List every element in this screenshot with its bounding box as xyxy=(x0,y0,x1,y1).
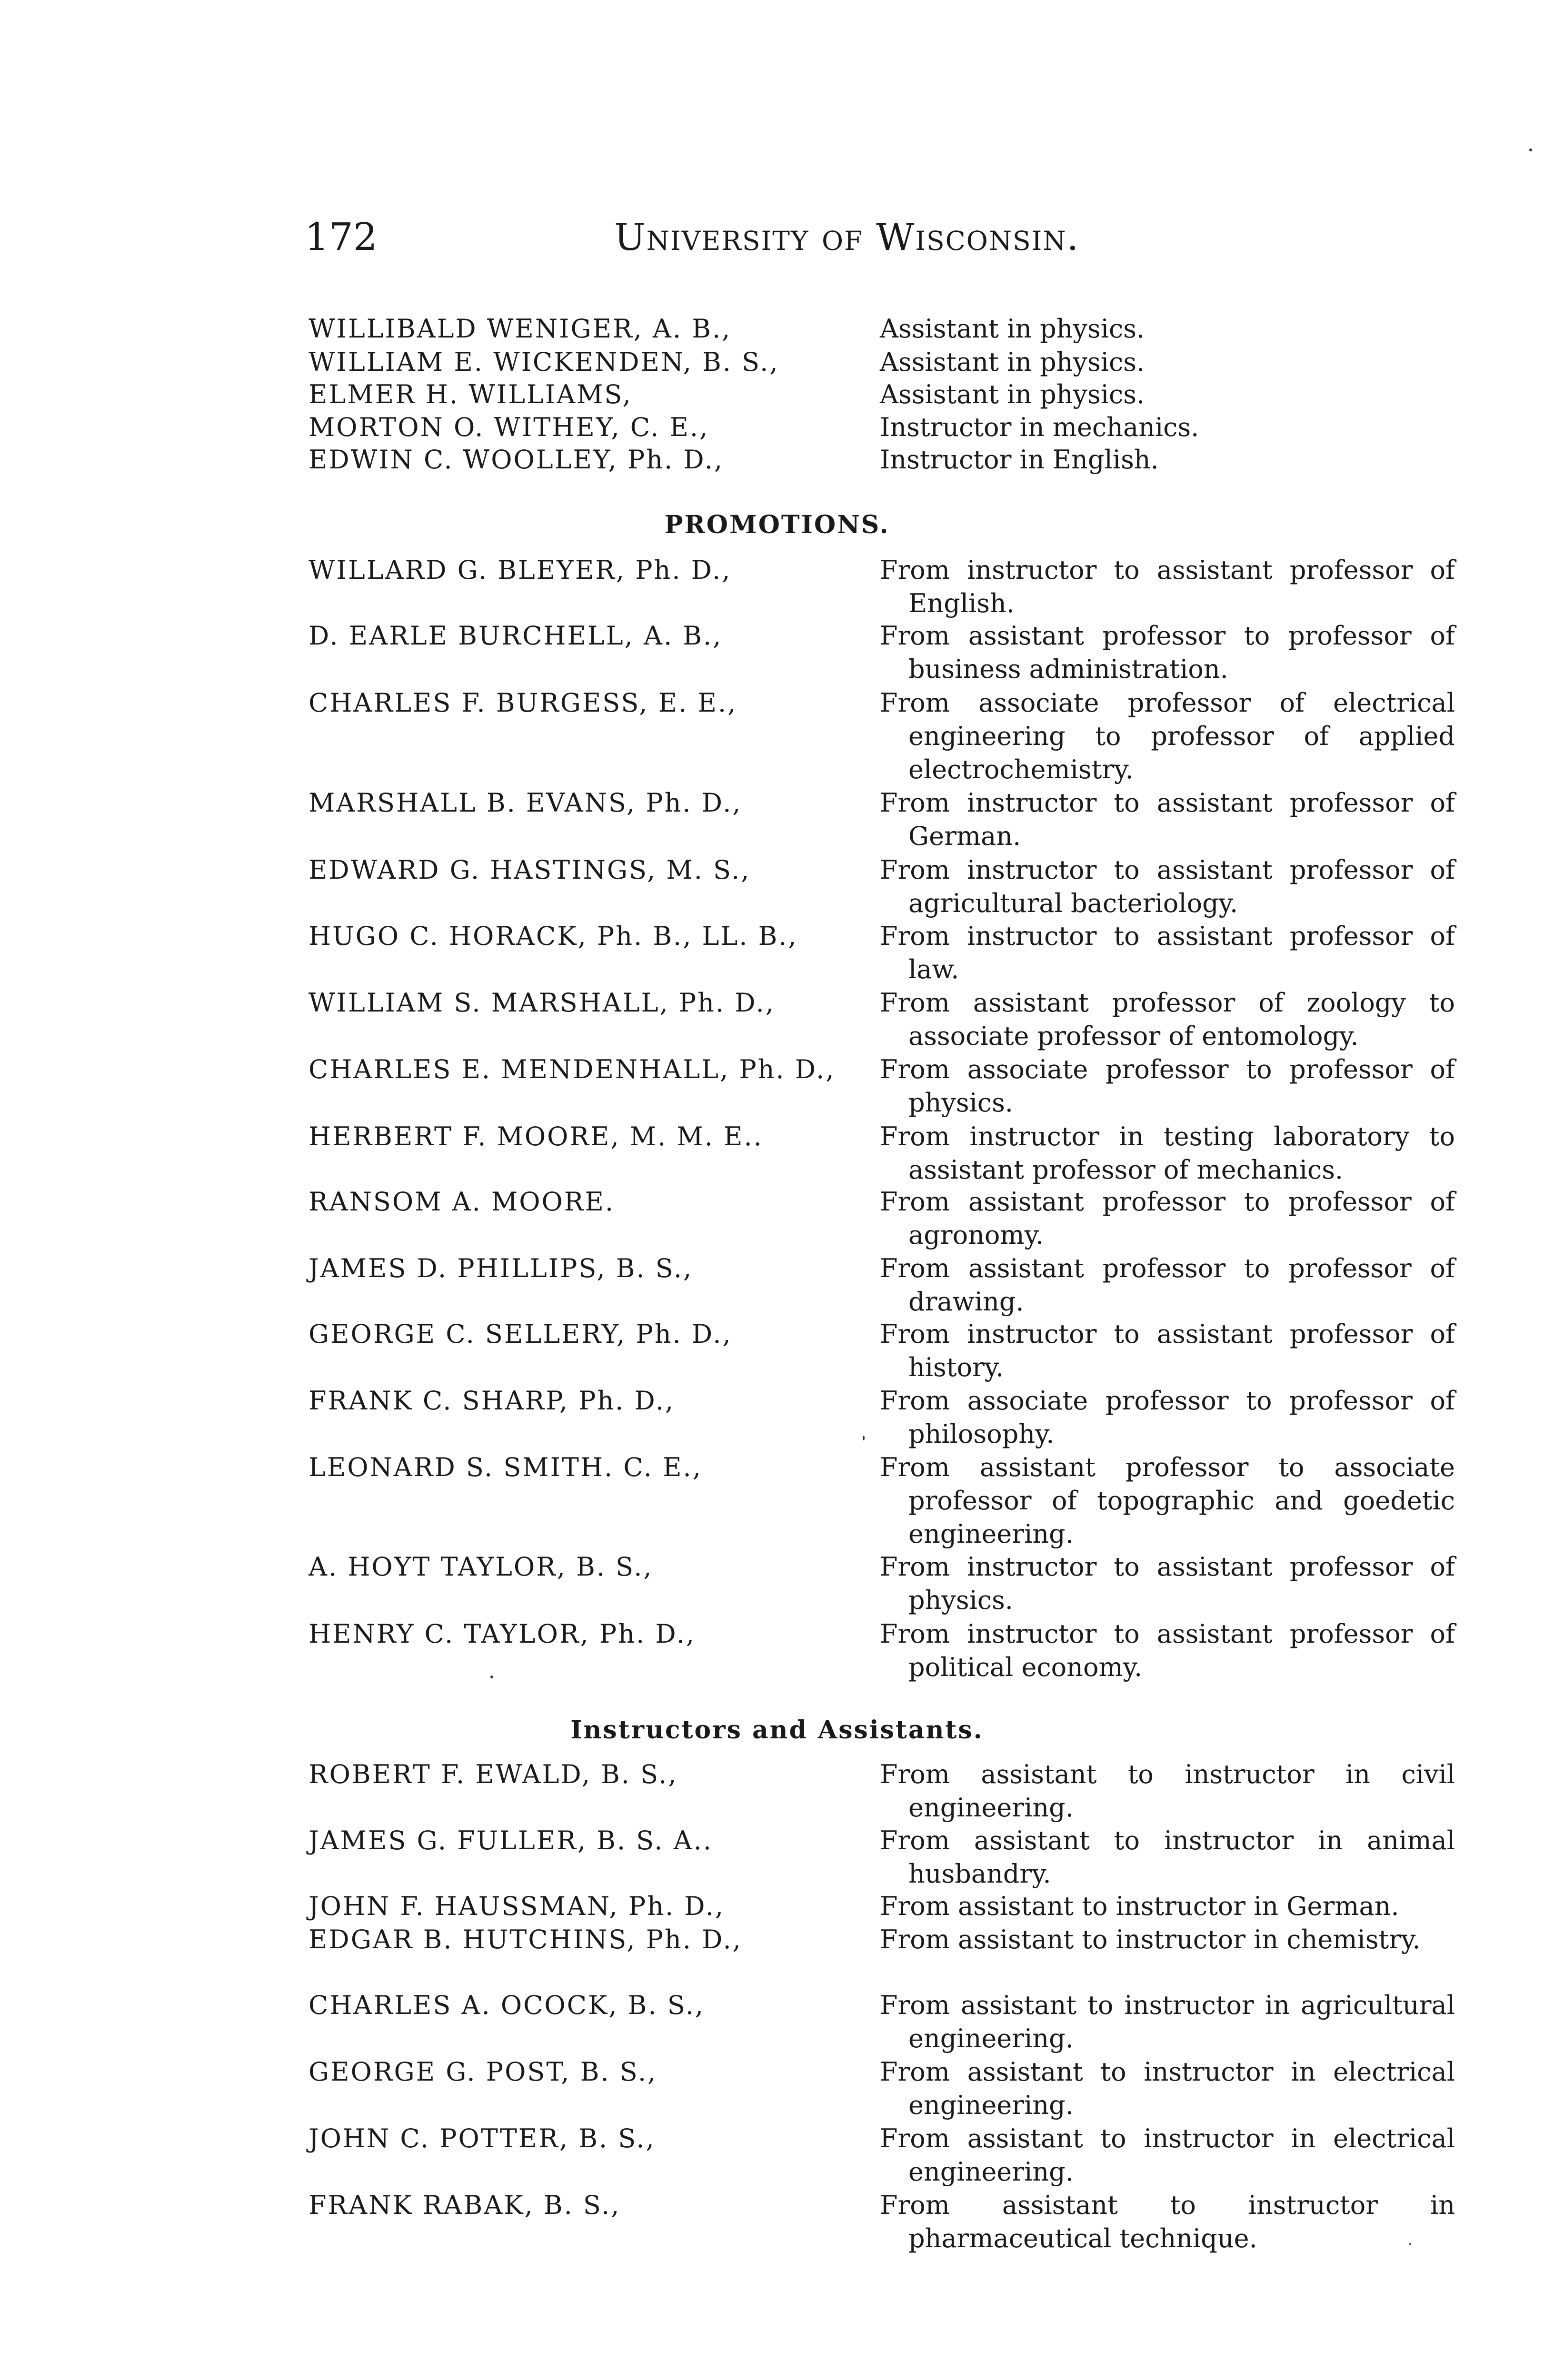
promotion-description: From assistant professor of zoology to associate professor of entomology. xyxy=(880,988,1455,1051)
promotee-name: FRANK C. SHARP, Ph. D., xyxy=(309,1386,675,1416)
promotee-name: GEORGE C. SELLERY, Ph. D., xyxy=(309,1319,732,1349)
promotion-description: From instructor to assistant professor of English. xyxy=(880,555,1455,618)
instructor-description: From assistant to instructor in German. xyxy=(880,1891,1399,1921)
promotee-name: HENRY C. TAYLOR, Ph. D., xyxy=(309,1619,696,1649)
promotee-name: RANSOM A. MOORE. xyxy=(309,1187,615,1217)
appointee-name: EDWIN C. WOOLLEY, Ph. D., xyxy=(309,445,724,475)
appointee-name: ELMER H. WILLIAMS, xyxy=(309,379,632,409)
promotee-name: CHARLES E. MENDENHALL, Ph. D., xyxy=(309,1054,836,1084)
promotion-description: From assistant professor to professor of agronomy. xyxy=(880,1187,1455,1250)
promotion-description: From instructor to assistant professor of political economy. xyxy=(880,1619,1455,1682)
instructor-description: From assistant to instructor in agricultural engineering. xyxy=(880,1990,1455,2053)
promotion-description: From instructor to assistant professor of physics. xyxy=(880,1552,1455,1615)
instructor-description: From assistant to instructor in animal husbandry. xyxy=(880,1825,1455,1889)
running-head-title: University of Wisconsin. xyxy=(614,216,1080,259)
scan-speck xyxy=(1529,149,1532,151)
instructor-name: CHARLES A. OCOCK, B. S., xyxy=(309,1990,705,2020)
appointee-name: WILLIAM E. WICKENDEN, B. S., xyxy=(309,347,779,377)
appointment-description: Instructor in mechanics. xyxy=(880,412,1199,442)
instructor-name: GEORGE G. POST, B. S., xyxy=(309,2057,657,2087)
promotee-name: D. EARLE BURCHELL, A. B., xyxy=(309,621,723,651)
scan-speck xyxy=(1409,2243,1411,2245)
appointment-description: Assistant in physics. xyxy=(880,347,1145,377)
instructor-description: From assistant to instructor in civil engineering. xyxy=(880,1759,1455,1823)
promotion-description: From associate professor of electrical engineering to professor of applied electrochemistry. xyxy=(880,688,1455,784)
instructors-heading: Instructors and Assistants. xyxy=(570,1716,984,1745)
promotion-description: From instructor to assistant professor of agricultural bacteriology. xyxy=(880,855,1455,918)
instructor-name: JOHN C. POTTER, B. S., xyxy=(309,2123,656,2153)
appointment-description: Assistant in physics. xyxy=(880,314,1145,344)
promotions-heading: PROMOTIONS. xyxy=(664,510,890,539)
instructor-name: EDGAR B. HUTCHINS, Ph. D., xyxy=(309,1924,742,1954)
promotion-description: From instructor to assistant professor of history. xyxy=(880,1319,1455,1382)
promotee-name: HUGO C. HORACK, Ph. B., LL. B., xyxy=(309,921,798,951)
instructor-name: JOHN F. HAUSSMAN, Ph. D., xyxy=(309,1891,725,1921)
promotion-description: From associate professor to professor of philosophy. xyxy=(880,1386,1455,1449)
appointee-name: MORTON O. WITHEY, C. E., xyxy=(309,412,709,442)
instructor-name: FRANK RABAK, B. S., xyxy=(309,2190,621,2220)
instructor-name: ROBERT F. EWALD, B. S., xyxy=(309,1759,678,1789)
promotee-name: EDWARD G. HASTINGS, M. S., xyxy=(309,855,751,885)
page-number: 172 xyxy=(305,215,378,259)
instructor-description: From assistant to instructor in electrical engineering. xyxy=(880,2123,1455,2187)
promotee-name: LEONARD S. SMITH. C. E., xyxy=(309,1452,702,1482)
promotee-name: A. HOYT TAYLOR, B. S., xyxy=(309,1552,653,1582)
instructor-description: From assistant to instructor in chemistry. xyxy=(880,1924,1421,1954)
appointment-description: Instructor in English. xyxy=(880,445,1159,475)
promotee-name: CHARLES F. BURGESS, E. E., xyxy=(309,688,737,718)
promotion-description: From assistant professor to associate professor of topographic and goedetic engineering. xyxy=(880,1452,1455,1549)
promotee-name: HERBERT F. MOORE, M. M. E.. xyxy=(309,1121,763,1151)
promotion-description: From assistant professor to professor of business administration. xyxy=(880,621,1455,684)
promotee-name: MARSHALL B. EVANS, Ph. D., xyxy=(309,788,742,818)
promotee-name: WILLARD G. BLEYER, Ph. D., xyxy=(309,555,732,585)
promotion-description: From associate professor to professor of physics. xyxy=(880,1054,1455,1118)
instructor-description: From assistant to instructor in pharmaceutical technique. xyxy=(880,2190,1455,2253)
promotee-name: WILLIAM S. MARSHALL, Ph. D., xyxy=(309,988,775,1018)
promotee-name: JAMES D. PHILLIPS, B. S., xyxy=(309,1253,693,1283)
promotion-description: From assistant professor to professor of drawing. xyxy=(880,1253,1455,1317)
scan-speck xyxy=(863,1436,865,1440)
appointee-name: WILLIBALD WENIGER, A. B., xyxy=(309,314,732,344)
promotion-description: From instructor in testing laboratory to assistant professor of mechanics. xyxy=(880,1121,1455,1185)
promotion-description: From instructor to assistant professor of law. xyxy=(880,921,1455,984)
instructor-description: From assistant to instructor in electrical engineering. xyxy=(880,2057,1455,2120)
instructor-name: JAMES G. FULLER, B. S. A.. xyxy=(309,1825,713,1855)
scan-speck xyxy=(490,1676,493,1678)
appointment-description: Assistant in physics. xyxy=(880,379,1145,409)
promotion-description: From instructor to assistant professor of German. xyxy=(880,788,1455,851)
